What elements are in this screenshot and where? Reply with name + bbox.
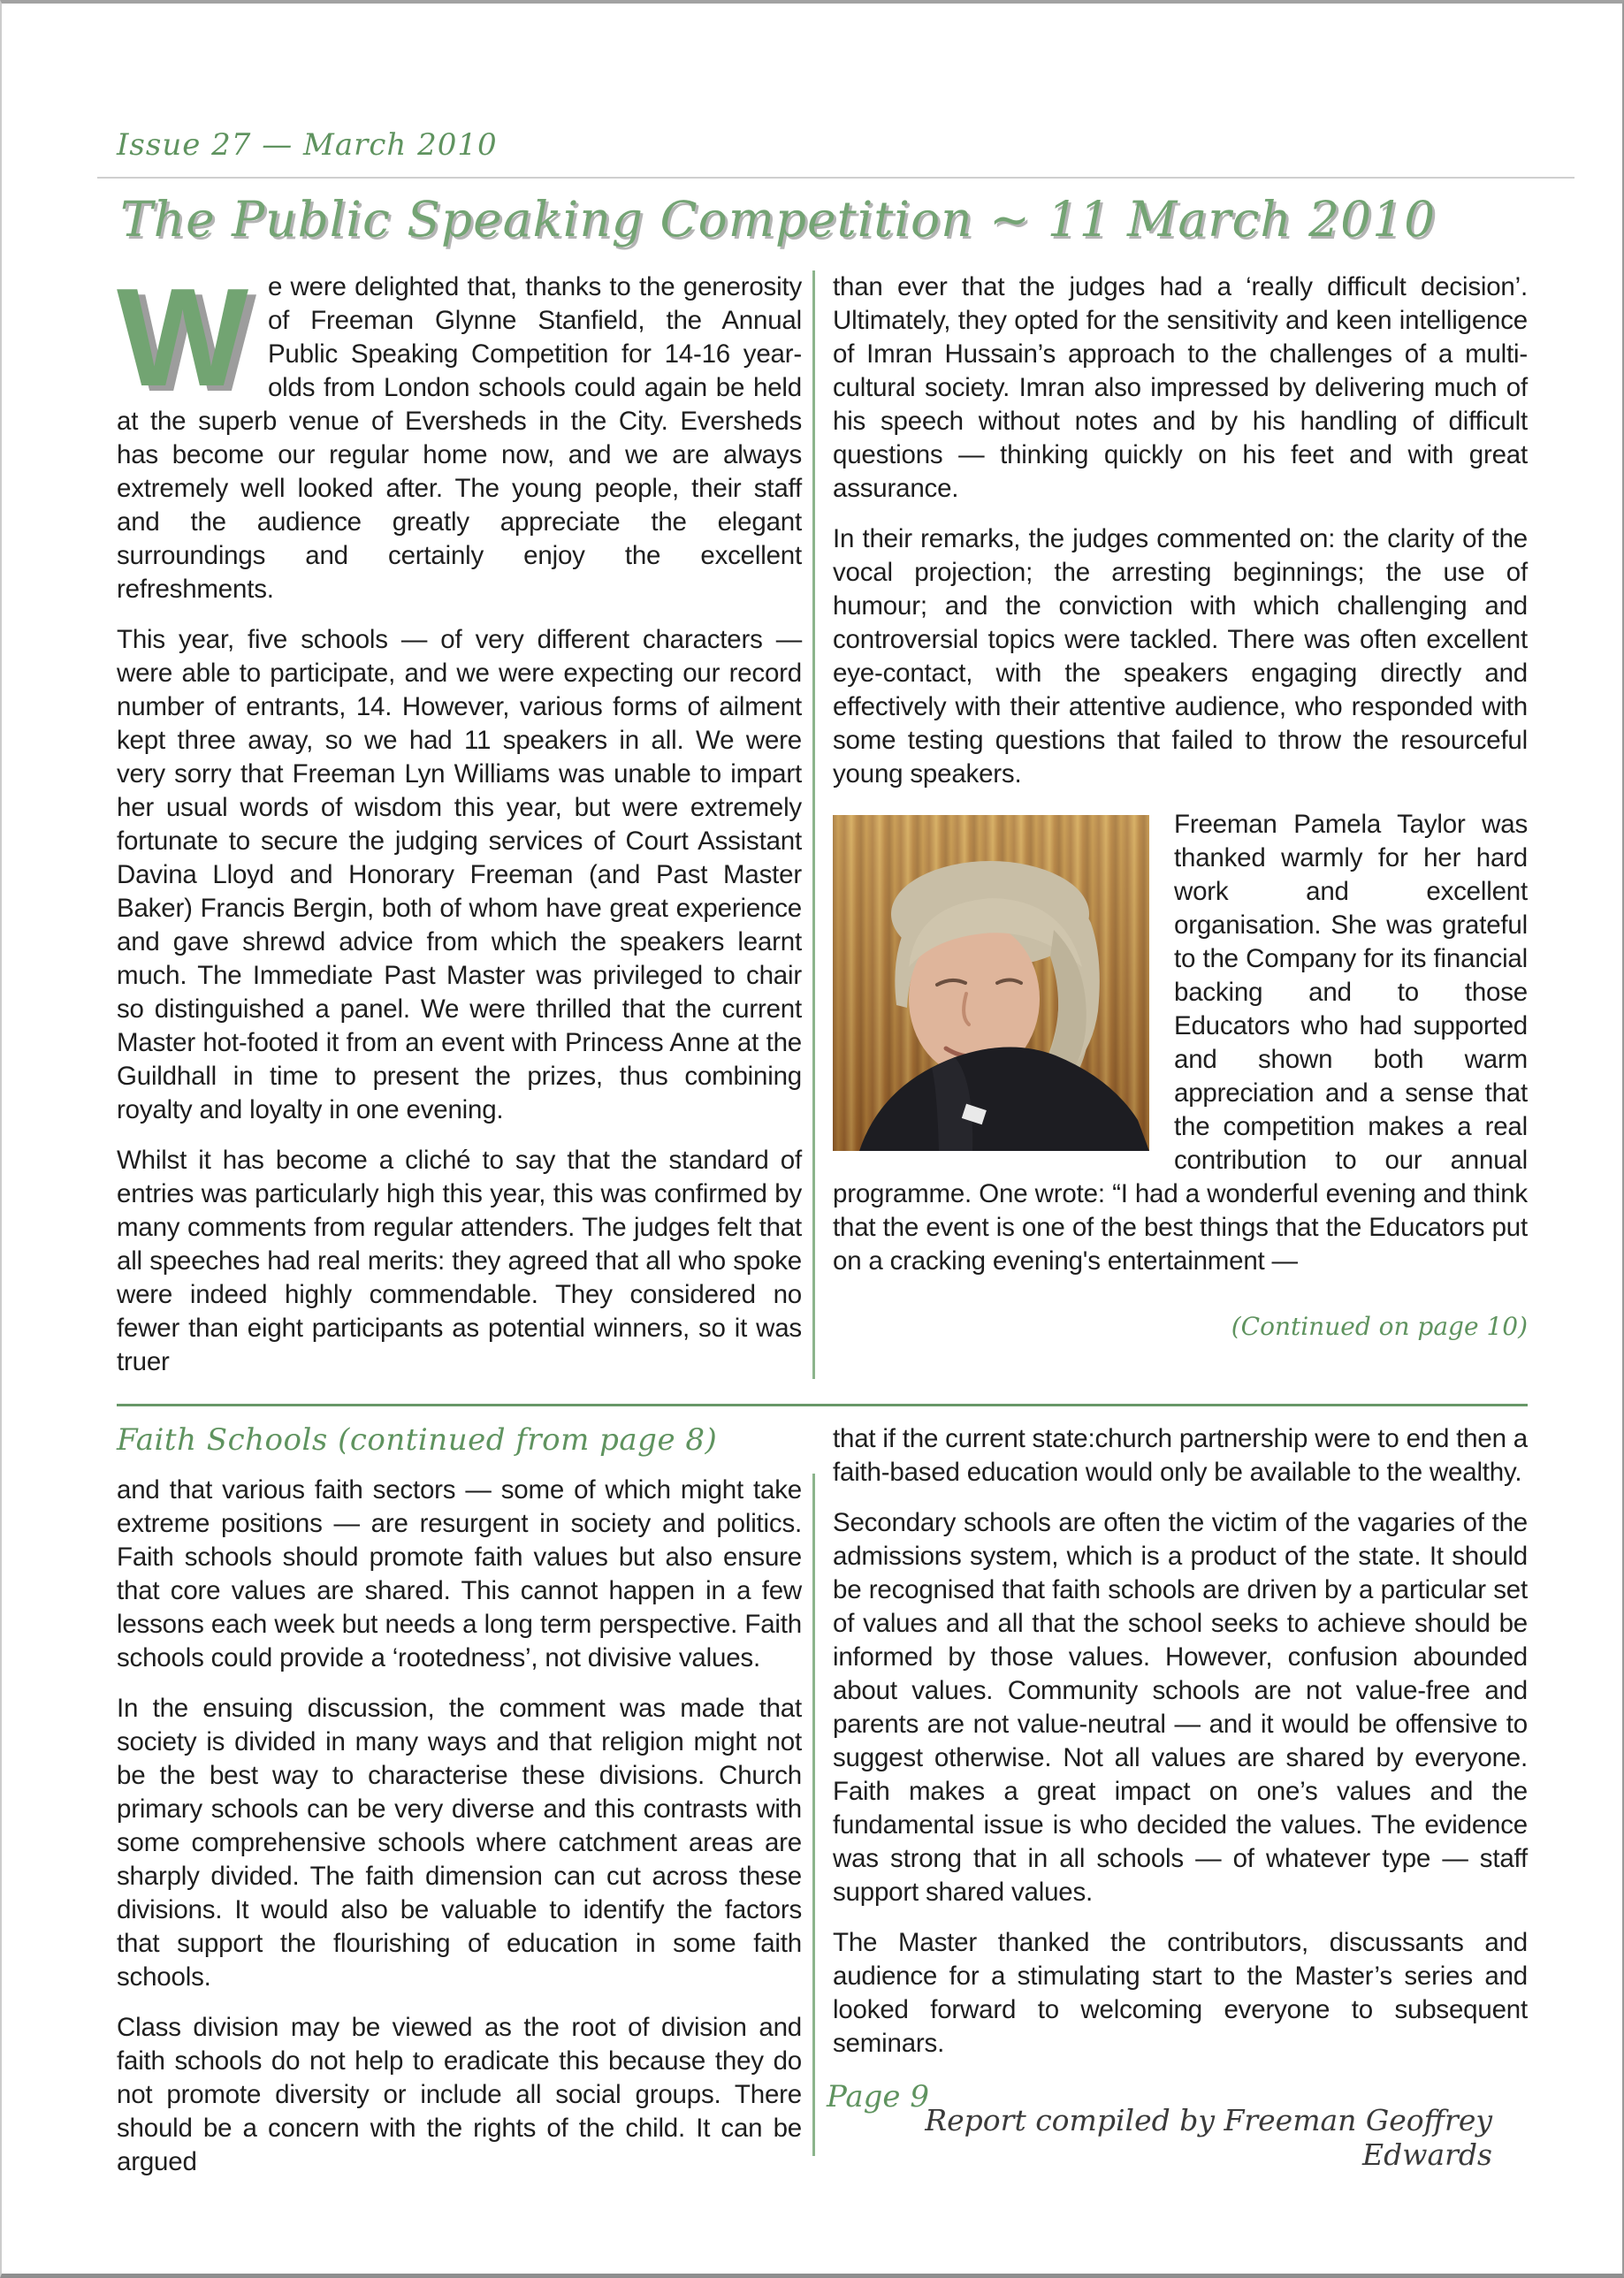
column-divider bbox=[812, 270, 815, 1379]
paragraph: Secondary schools are often the victim of the vagaries of the admissions system, which is a product of the state. It should be recognised that faith schools are driven by a particular set of values and all that the school seeks to achieve should be informed by those values. However, confusion abounded about values. Community schools are not value-free and parents are not value-neutral — and it would be offensive to suggest otherwise. Not all values are shared by everyone. Faith makes a great impact on one’s values and the fundamental issue is who decided the values. The evidence was strong that in all schools — of whatever type — staff support shared values. bbox=[833, 1508, 1528, 1907]
report-signature: Report compiled by Freeman Geoffrey Edwards bbox=[925, 2103, 1492, 2172]
header-rule bbox=[97, 177, 1574, 179]
paragraph-text: e were delighted that, thanks to the generosity of Freeman Glynne Stanfield, the Annual Public Speaking Competition for 14-16 year-olds from London schools could again be held at the superb venue of Eversheds in the City. Eversheds has become our regular home now, and we are always extremely well looked after. The young people, their staff and the audience greatly appreciate the elegant surroundings and certainly enjoy the excellent refreshments. bbox=[117, 272, 802, 604]
paragraph: than ever that the judges had a ‘really difficult decision’. Ultimately, they opted for the sensitivity and keen intelligence of Imran Hussain’s approach to the challenges of a multi-cultural society. Imran also impressed by delivering much of his speech without notes and by his handling of difficult questions — thinking quickly on his feet and with great assurance. bbox=[833, 272, 1528, 503]
paragraph: In the ensuing discussion, the comment was made that society is divided in many ways and that religion might not be the best way to characterise these divisions. Church primary schools can be very diverse and this contrasts with some comprehensive schools where catchment areas are sharply divided. The faith dimension can cut across these divisions. It would also be valuable to identify the factors that support the flourishing of education in some faith schools. bbox=[117, 1694, 802, 1992]
page-number: Page 9 bbox=[827, 2079, 929, 2114]
paragraph: that if the current state:church partnership were to end then a faith-based education would only be available to the wealthy. bbox=[833, 1424, 1529, 1487]
continued-note: (Continued on page 10) bbox=[1231, 1312, 1528, 1341]
page-content bbox=[2, 4, 1622, 2179]
faith-left-column bbox=[117, 1422, 802, 2179]
article-right-column bbox=[833, 270, 1528, 1379]
section-rule bbox=[117, 1404, 1528, 1406]
issue-header: Issue 27 — March 2010 bbox=[117, 127, 498, 163]
paragraph bbox=[117, 260, 802, 606]
paragraph: Class division may be viewed as the root of division and faith schools do not help to eradicate this because they do not promote diversity or include all social groups. There should be a concern with the rights of the child. It can be argued bbox=[117, 2013, 802, 2176]
drop-cap-letter: W bbox=[117, 260, 248, 415]
article-left-column bbox=[117, 260, 802, 1379]
paragraph-with-photo bbox=[833, 808, 1528, 1278]
faith-right-column bbox=[833, 1422, 1528, 2179]
paragraph: This year, five schools — of very different characters — were able to participate, and we were expecting our record number of entrants, 14. However, various forms of ailment kept three away, so we had 11 speakers in all. We were very sorry that Freeman Lyn Williams was unable to impart her usual words of wisdom this year, but were extremely fortunate to secure the judging services of Court Assistant Davina Lloyd and Honorary Freeman (and Past Master Baker) Francis Bergin, both of whom have great experience and gave shrewd advice from which the speakers learnt much. The Immediate Past Master was privileged to chair so distinguished a panel. We were thrilled that the current Master hot-footed it from an event with Princess Anne at the Guildhall in time to present the prizes, thus combining royalty and loyalty in one evening. bbox=[117, 625, 802, 1124]
faith-section-heading: Faith Schools (continued from page 8) bbox=[117, 1422, 718, 1458]
paragraph: In their remarks, the judges commented on: the clarity of the vocal projection; the arresting beginnings; the use of humour; and the conviction with which challenging and controversial topics were tackled. There was often excellent eye-contact, with the speakers engaging directly and effectively with their attentive audience, who responded with some testing questions that failed to throw the resourceful young speakers. bbox=[833, 524, 1528, 789]
speaker-portrait-illustration bbox=[833, 815, 1149, 1151]
paragraph: The Master thanked the contributors, discussants and audience for a stimulating start to the Master’s series and looked forward to welcoming everyone to subsequent seminars. bbox=[833, 1928, 1528, 2058]
paragraph-text: Freeman Pamela Taylor was thanked warmly for her hard work and excellent organisation. She was grateful to the Company for its financial backing and to those Educators who had supported and shown both warm appreciation and a sense that the competition makes a real contribution to our annual programme. One wrote: “I had a wonderful evening and think that the event is one of the best things that the Educators put on a cracking evening's entertainment — bbox=[833, 810, 1528, 1276]
speaker-photo bbox=[833, 815, 1149, 1151]
faith-section-columns bbox=[117, 1422, 1528, 2179]
article-title: The Public Speaking Competition ~ 11 March 2010 bbox=[120, 191, 1437, 248]
paragraph: and that various faith sectors — some of which might take extreme positions — are resurgent in society and politics. Faith schools should promote faith values but also ensure that core values are shared. This cannot happen in a few lessons each week but needs a long term perspective. Faith schools could provide a ‘rootedness’, not divisive values. bbox=[117, 1475, 802, 1672]
article-columns bbox=[117, 260, 1528, 1379]
paragraph: Whilst it has become a cliché to say that the standard of entries was particularly high this year, this was confirmed by many comments from regular attenders. The judges felt that all speeches had real merits: they agreed that all who spoke were indeed highly commendable. They considered no fewer than eight participants as potential winners, so it was truer bbox=[117, 1146, 802, 1376]
column-divider bbox=[812, 1474, 815, 2156]
